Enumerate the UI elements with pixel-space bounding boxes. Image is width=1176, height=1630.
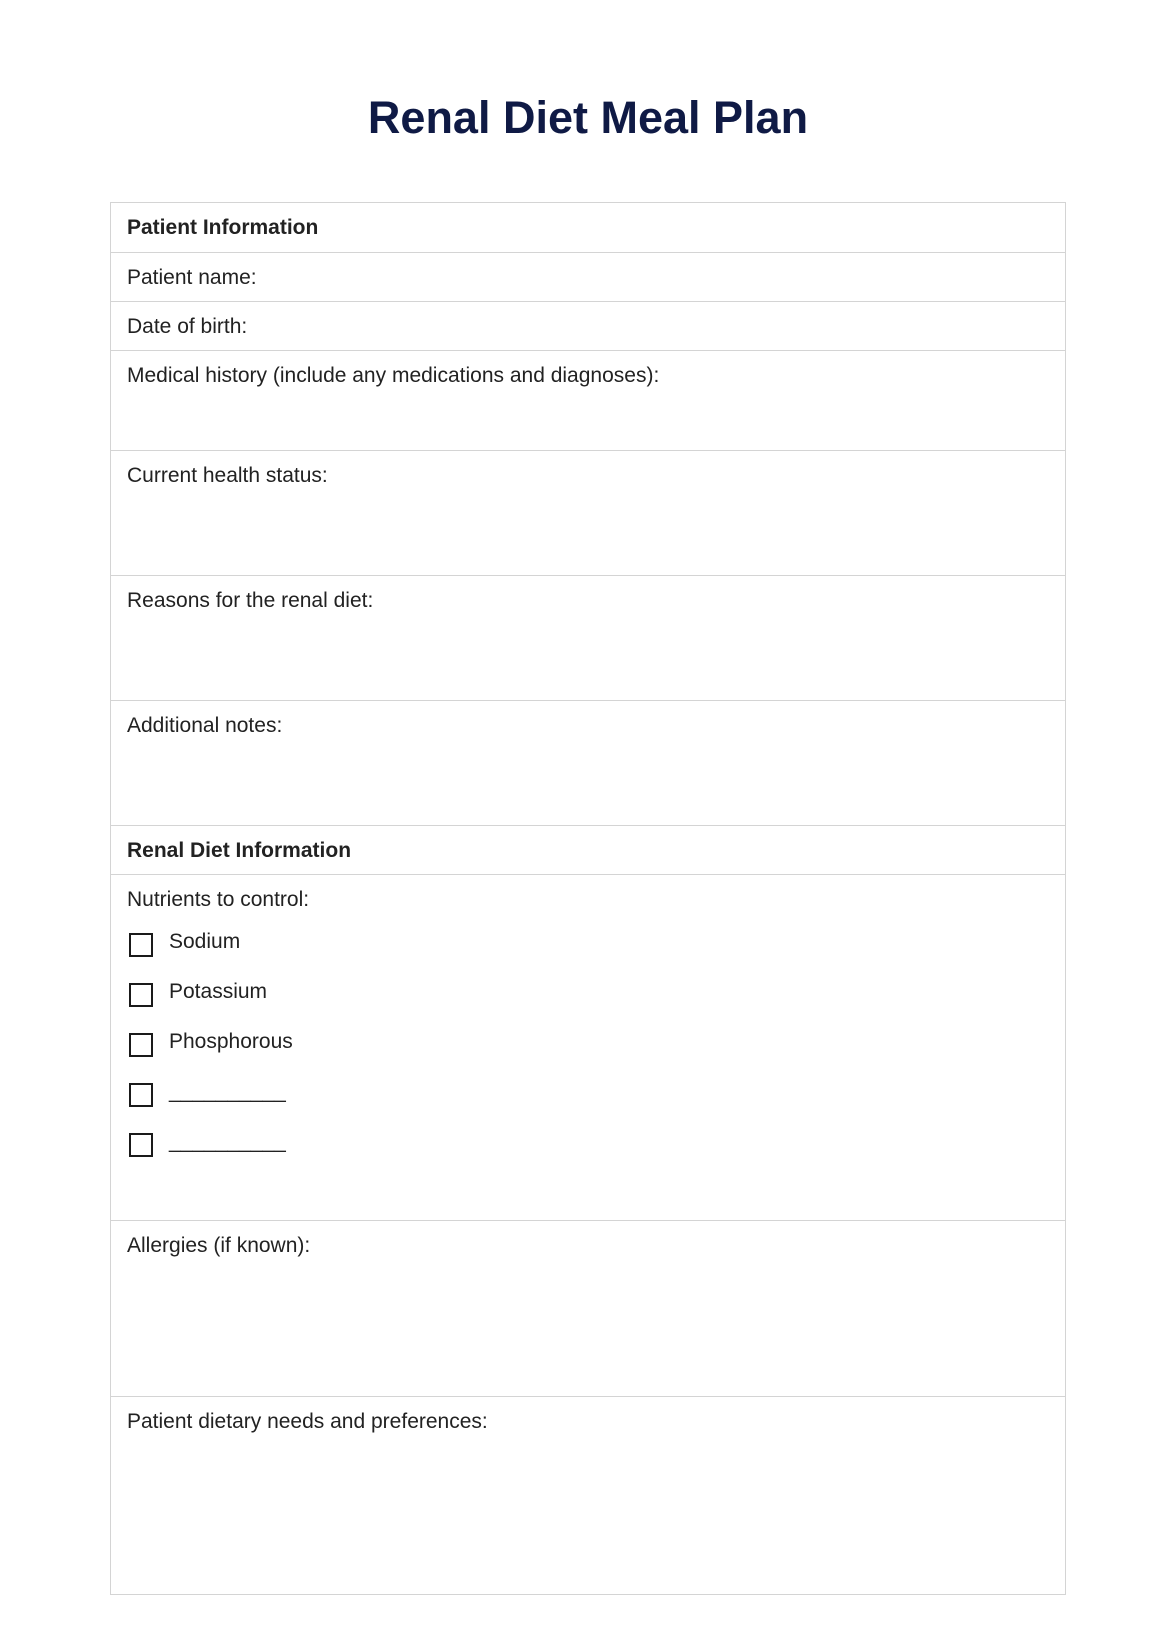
checkbox[interactable] — [129, 1133, 153, 1157]
document-title: Renal Diet Meal Plan — [367, 92, 809, 143]
nutrient-option-phosphorous[interactable] — [127, 1017, 1049, 1067]
form-table — [110, 202, 1066, 1595]
nutrient-option-blank-line: __________ — [169, 1080, 286, 1104]
nutrient-checklist — [127, 917, 1049, 1167]
reasons-for-renal-diet-field[interactable]: Reasons for the renal diet: — [111, 575, 1065, 700]
checkbox[interactable] — [129, 933, 153, 957]
additional-notes-field[interactable]: Additional notes: — [111, 700, 1065, 825]
nutrient-option-sodium[interactable] — [127, 917, 1049, 967]
dietary-needs-preferences-field[interactable]: Patient dietary needs and preferences: — [111, 1396, 1065, 1594]
checkbox[interactable] — [129, 983, 153, 1007]
nutrient-option-blank-1[interactable] — [127, 1067, 1049, 1117]
checkbox[interactable] — [129, 1033, 153, 1057]
renal-diet-information-header: Renal Diet Information — [111, 825, 1065, 874]
nutrient-option-label: Potassium — [169, 980, 268, 1004]
date-of-birth-field[interactable]: Date of birth: — [111, 301, 1065, 350]
patient-name-field[interactable]: Patient name: — [111, 252, 1065, 301]
nutrients-to-control-section — [111, 874, 1065, 1220]
nutrient-option-label: Sodium — [169, 930, 241, 954]
nutrient-option-label: Phosphorous — [169, 1030, 293, 1054]
nutrients-to-control-label: Nutrients to control: — [127, 888, 310, 911]
nutrient-option-blank-line: __________ — [169, 1130, 286, 1154]
patient-information-header: Patient Information — [127, 216, 319, 239]
checkbox[interactable] — [129, 1083, 153, 1107]
medical-history-field[interactable]: Medical history (include any medications and diagnoses): — [111, 350, 1065, 450]
nutrient-option-blank-2[interactable] — [127, 1117, 1049, 1167]
current-health-status-field[interactable]: Current health status: — [111, 450, 1065, 575]
allergies-field[interactable]: Allergies (if known): — [111, 1220, 1065, 1396]
nutrient-option-potassium[interactable] — [127, 967, 1049, 1017]
